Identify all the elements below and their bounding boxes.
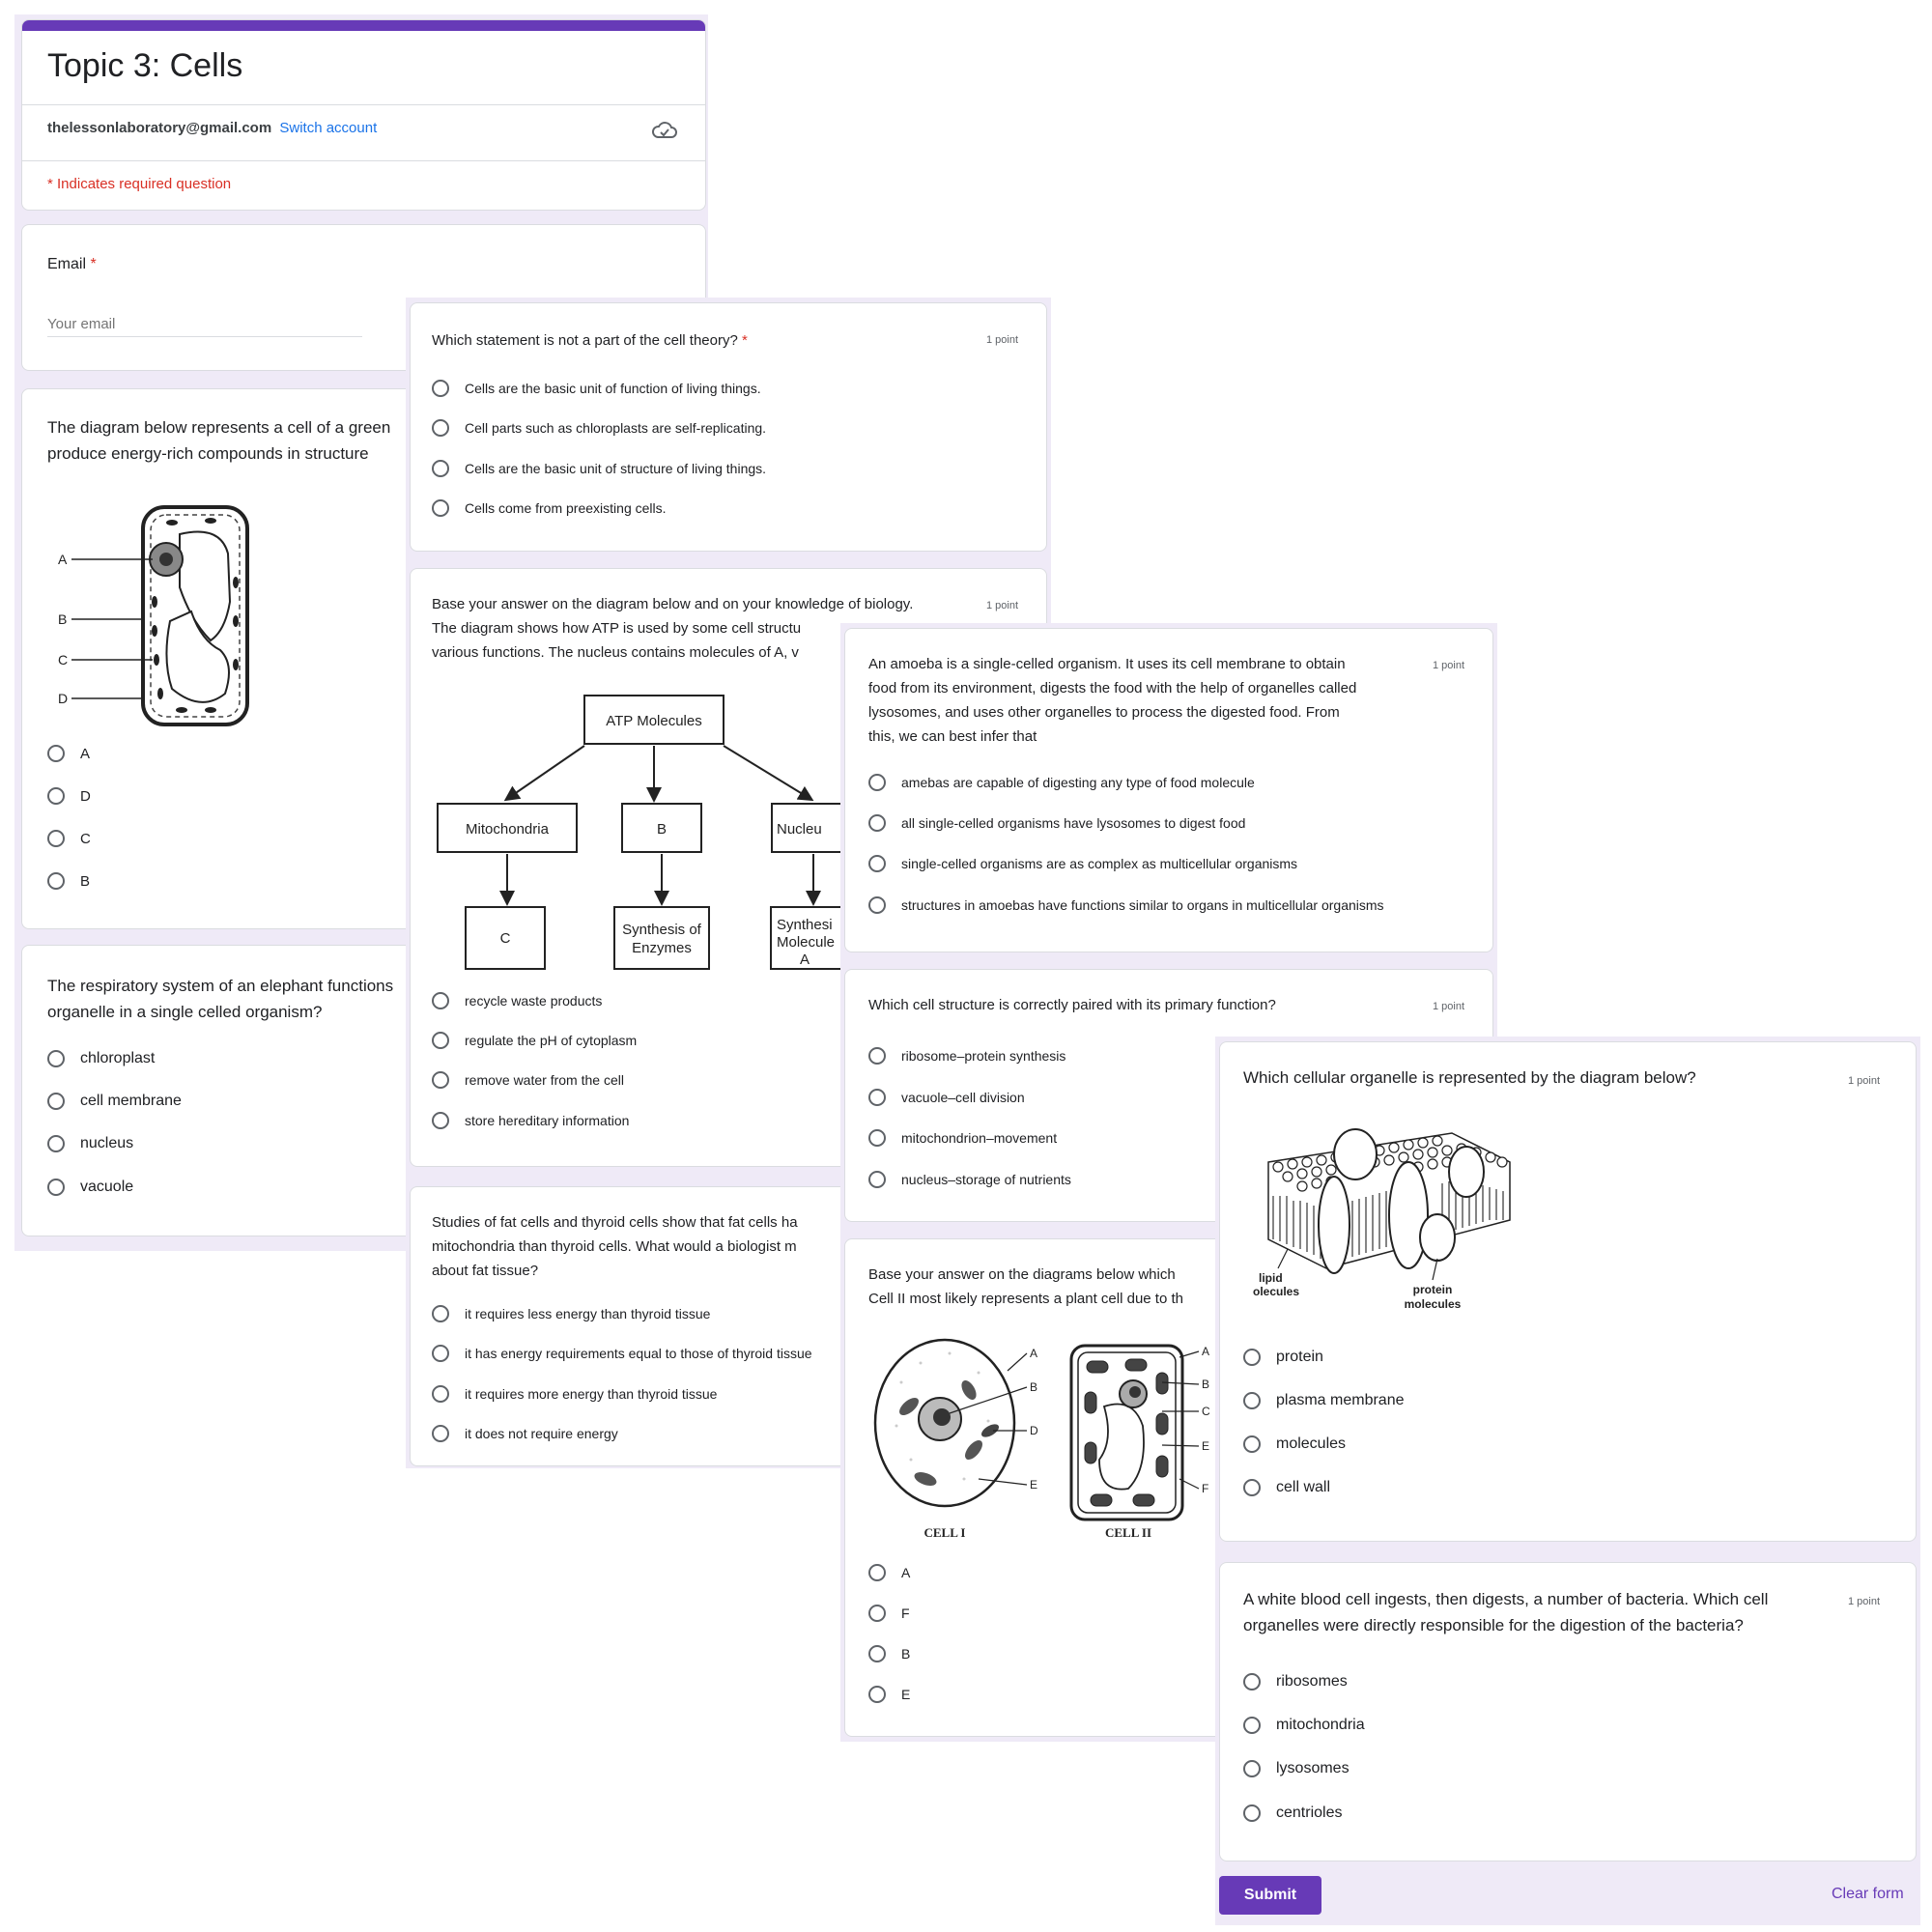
diagram-label: B	[1030, 1380, 1038, 1394]
radio-icon[interactable]	[432, 1071, 449, 1089]
submit-button[interactable]: Submit	[1219, 1876, 1321, 1915]
answer-option[interactable]: Cells are the basic unit of structure of living things.	[432, 460, 766, 477]
diagram-label: A	[58, 552, 68, 567]
radio-icon[interactable]	[868, 1047, 886, 1065]
answer-option[interactable]: mitochondria	[1243, 1717, 1365, 1734]
question-text: Studies of fat cells and thyroid cells show that fat cells ha mitochondria than thyroid cells. What would a biologist m about fat tissue?	[432, 1214, 798, 1279]
radio-icon[interactable]	[868, 1686, 886, 1703]
diagram-node: ATP Molecules	[606, 713, 702, 729]
radio-icon[interactable]	[1243, 1673, 1261, 1690]
question-text: The diagram below represents a cell of a green produce energy-rich compounds in structure	[47, 418, 391, 463]
answer-option[interactable]: B	[868, 1645, 910, 1662]
answer-option[interactable]: recycle waste products	[432, 992, 602, 1009]
radio-icon[interactable]	[47, 1093, 65, 1110]
question-text: Which cell structure is correctly paired with its primary function?	[868, 997, 1276, 1013]
diagram-node: A	[799, 952, 810, 968]
radio-icon[interactable]	[432, 380, 449, 397]
radio-icon[interactable]	[432, 460, 449, 477]
answer-option[interactable]: centrioles	[1243, 1804, 1342, 1822]
diagram-label: molecules	[1404, 1297, 1462, 1311]
radio-icon[interactable]	[47, 745, 65, 762]
diagram-node: Enzymes	[632, 940, 692, 956]
email-label: Email	[47, 256, 87, 272]
diagram-label: F	[1202, 1482, 1209, 1495]
answer-option[interactable]: vacuole–cell division	[868, 1089, 1025, 1106]
atp-flow-diagram	[434, 693, 859, 973]
required-note: * Indicates required question	[47, 176, 232, 192]
answer-option[interactable]: C	[47, 830, 91, 847]
question-card-amoeba	[844, 628, 1493, 952]
radio-icon[interactable]	[432, 1032, 449, 1049]
radio-icon[interactable]	[868, 896, 886, 914]
question-card-cell-theory	[410, 302, 1047, 552]
accent-bar	[22, 20, 705, 31]
diagram-node: Mitochondria	[466, 821, 549, 838]
radio-icon[interactable]	[868, 855, 886, 872]
points-label: 1 point	[1433, 1001, 1465, 1012]
divider	[22, 160, 705, 161]
points-label: 1 point	[1433, 660, 1465, 671]
green-cell-diagram	[56, 496, 259, 742]
radio-icon[interactable]	[432, 1385, 449, 1403]
title-card	[21, 19, 706, 211]
diagram-label: E	[1202, 1439, 1210, 1453]
radio-icon[interactable]	[1243, 1435, 1261, 1453]
answer-option[interactable]: ribosome–protein synthesis	[868, 1047, 1065, 1065]
diagram-label: C	[58, 652, 69, 668]
radio-icon[interactable]	[47, 1179, 65, 1196]
radio-icon[interactable]	[47, 830, 65, 847]
answer-option[interactable]: all single-celled organisms have lysosomes to digest food	[868, 814, 1245, 832]
answer-option[interactable]: it does not require energy	[432, 1425, 618, 1442]
question-card-wbc	[1219, 1562, 1917, 1861]
radio-icon[interactable]	[432, 1305, 449, 1322]
answer-option[interactable]: nucleus	[47, 1135, 133, 1152]
radio-icon[interactable]	[1243, 1760, 1261, 1777]
radio-icon[interactable]	[1243, 1349, 1261, 1366]
form-title: Topic 3: Cells	[47, 47, 243, 84]
answer-option[interactable]: Cells come from preexisting cells.	[432, 499, 667, 517]
radio-icon[interactable]	[1243, 1392, 1261, 1409]
diagram-label: C	[1202, 1405, 1210, 1418]
question-card-organelle	[1219, 1041, 1917, 1542]
diagram-node: Nucleu	[777, 821, 822, 838]
cell-label: CELL II	[1104, 1525, 1152, 1540]
radio-icon[interactable]	[432, 1345, 449, 1362]
answer-option[interactable]: chloroplast	[47, 1050, 155, 1067]
answer-option[interactable]: B	[47, 872, 90, 890]
radio-icon[interactable]	[47, 872, 65, 890]
radio-icon[interactable]	[1243, 1479, 1261, 1496]
animal-plant-cell-diagram	[872, 1334, 1239, 1542]
radio-icon[interactable]	[1243, 1717, 1261, 1734]
account-email: thelessonlaboratory@gmail.com	[47, 120, 272, 136]
answer-option[interactable]: D	[47, 787, 91, 805]
cloud-saved-icon	[652, 120, 677, 146]
diagram-label: A	[1030, 1347, 1038, 1360]
radio-icon[interactable]	[868, 1129, 886, 1147]
question-text: A white blood cell ingests, then digests, a number of bacteria. Which cell organelles were directly responsible for the digestion of the bacteria?	[1243, 1590, 1769, 1634]
radio-icon[interactable]	[432, 419, 449, 437]
answer-option[interactable]: it has energy requirements equal to those of thyroid tissue	[432, 1345, 812, 1362]
radio-icon[interactable]	[868, 1645, 886, 1662]
divider	[22, 104, 705, 105]
answer-option[interactable]: Cell parts such as chloroplasts are self-replicating.	[432, 419, 766, 437]
diagram-label: B	[58, 611, 68, 627]
diagram-label: B	[1202, 1378, 1210, 1391]
email-field[interactable]	[47, 312, 362, 337]
account-row	[47, 120, 377, 136]
answer-option[interactable]: Cells are the basic unit of function of living things.	[432, 380, 761, 397]
radio-icon[interactable]	[868, 814, 886, 832]
diagram-label: olecules	[1253, 1285, 1300, 1298]
answer-option[interactable]: vacuole	[47, 1179, 133, 1196]
answer-option[interactable]: remove water from the cell	[432, 1071, 624, 1089]
plasma-membrane-diagram	[1249, 1123, 1529, 1322]
points-label: 1 point	[1848, 1075, 1881, 1087]
radio-icon[interactable]	[1243, 1804, 1261, 1822]
radio-icon[interactable]	[47, 787, 65, 805]
answer-option[interactable]: F	[868, 1605, 910, 1622]
answer-option[interactable]: regulate the pH of cytoplasm	[432, 1032, 637, 1049]
answer-option[interactable]: ribosomes	[1243, 1673, 1348, 1690]
diagram-label: lipid	[1259, 1271, 1283, 1285]
diagram-node: B	[656, 821, 668, 838]
diagram-label: D	[1030, 1424, 1038, 1437]
diagram-label: protein	[1412, 1283, 1453, 1296]
answer-option[interactable]: store hereditary information	[432, 1112, 629, 1129]
answer-option[interactable]: mitochondrion–movement	[868, 1129, 1057, 1147]
diagram-node: Molecule	[777, 934, 836, 951]
points-label: 1 point	[986, 600, 1019, 611]
radio-icon[interactable]	[868, 1089, 886, 1106]
switch-account-link[interactable]: Switch account	[279, 120, 378, 136]
diagram-label: D	[58, 691, 69, 706]
radio-icon[interactable]	[868, 1605, 886, 1622]
answer-option[interactable]: amebas are capable of digesting any type of food molecule	[868, 774, 1255, 791]
points-label: 1 point	[986, 334, 1019, 346]
radio-icon[interactable]	[47, 1050, 65, 1067]
answer-option[interactable]: E	[868, 1686, 910, 1703]
required-star: *	[742, 332, 748, 349]
answer-option[interactable]: plasma membrane	[1243, 1392, 1405, 1409]
radio-icon[interactable]	[47, 1135, 65, 1152]
answer-option[interactable]: cell wall	[1243, 1479, 1330, 1496]
radio-icon[interactable]	[432, 499, 449, 517]
email-label-row	[47, 256, 97, 273]
answer-option[interactable]: structures in amoebas have functions similar to organs in multicellular organisms	[868, 896, 1384, 914]
question-text: Which statement is not a part of the cell theory? *	[432, 332, 748, 349]
radio-icon[interactable]	[868, 1564, 886, 1581]
answer-option[interactable]: nucleus–storage of nutrients	[868, 1171, 1071, 1188]
radio-icon[interactable]	[432, 992, 449, 1009]
required-star: *	[90, 256, 97, 272]
radio-icon[interactable]	[868, 1171, 886, 1188]
points-label: 1 point	[1848, 1596, 1881, 1607]
diagram-node: Synthesis of	[622, 922, 701, 938]
diagram-node: Synthesi	[777, 917, 833, 933]
question-text: Base your answer on the diagram below and on your knowledge of biology. The diagram shows how ATP is used by some cell structu various functions. The nucleus contains molecules of A, v	[432, 596, 914, 661]
clear-form-link[interactable]: Clear form	[1832, 1886, 1904, 1902]
answer-option[interactable]: molecules	[1243, 1435, 1346, 1453]
question-text: An amoeba is a single-celled organism. It uses its cell membrane to obtain food from its environment, digests the food with the help of organelles called lysosomes, and uses other organelles to process the digested food. From this, we can best infer that	[868, 656, 1357, 745]
diagram-node: C	[499, 930, 511, 947]
answer-option[interactable]: it requires less energy than thyroid tissue	[432, 1305, 710, 1322]
answer-option[interactable]: lysosomes	[1243, 1760, 1350, 1777]
answer-option[interactable]: cell membrane	[47, 1093, 182, 1110]
cell-label: CELL I	[923, 1525, 966, 1540]
diagram-label: E	[1030, 1478, 1038, 1492]
diagram-label: A	[1202, 1345, 1210, 1358]
radio-icon[interactable]	[868, 774, 886, 791]
radio-icon[interactable]	[432, 1112, 449, 1129]
answer-option[interactable]: A	[47, 745, 90, 762]
answer-option[interactable]: single-celled organisms are as complex as multicellular organisms	[868, 855, 1297, 872]
question-text: Base your answer on the diagrams below which Cell II most likely represents a plant cell due to th	[868, 1266, 1183, 1307]
question-text: Which cellular organelle is represented by the diagram below?	[1243, 1068, 1696, 1087]
answer-option[interactable]: A	[868, 1564, 910, 1581]
answer-option[interactable]: protein	[1243, 1349, 1323, 1366]
radio-icon[interactable]	[432, 1425, 449, 1442]
question-text: The respiratory system of an elephant functions organelle in a single celled organism?	[47, 977, 394, 1021]
answer-option[interactable]: it requires more energy than thyroid tissue	[432, 1385, 717, 1403]
